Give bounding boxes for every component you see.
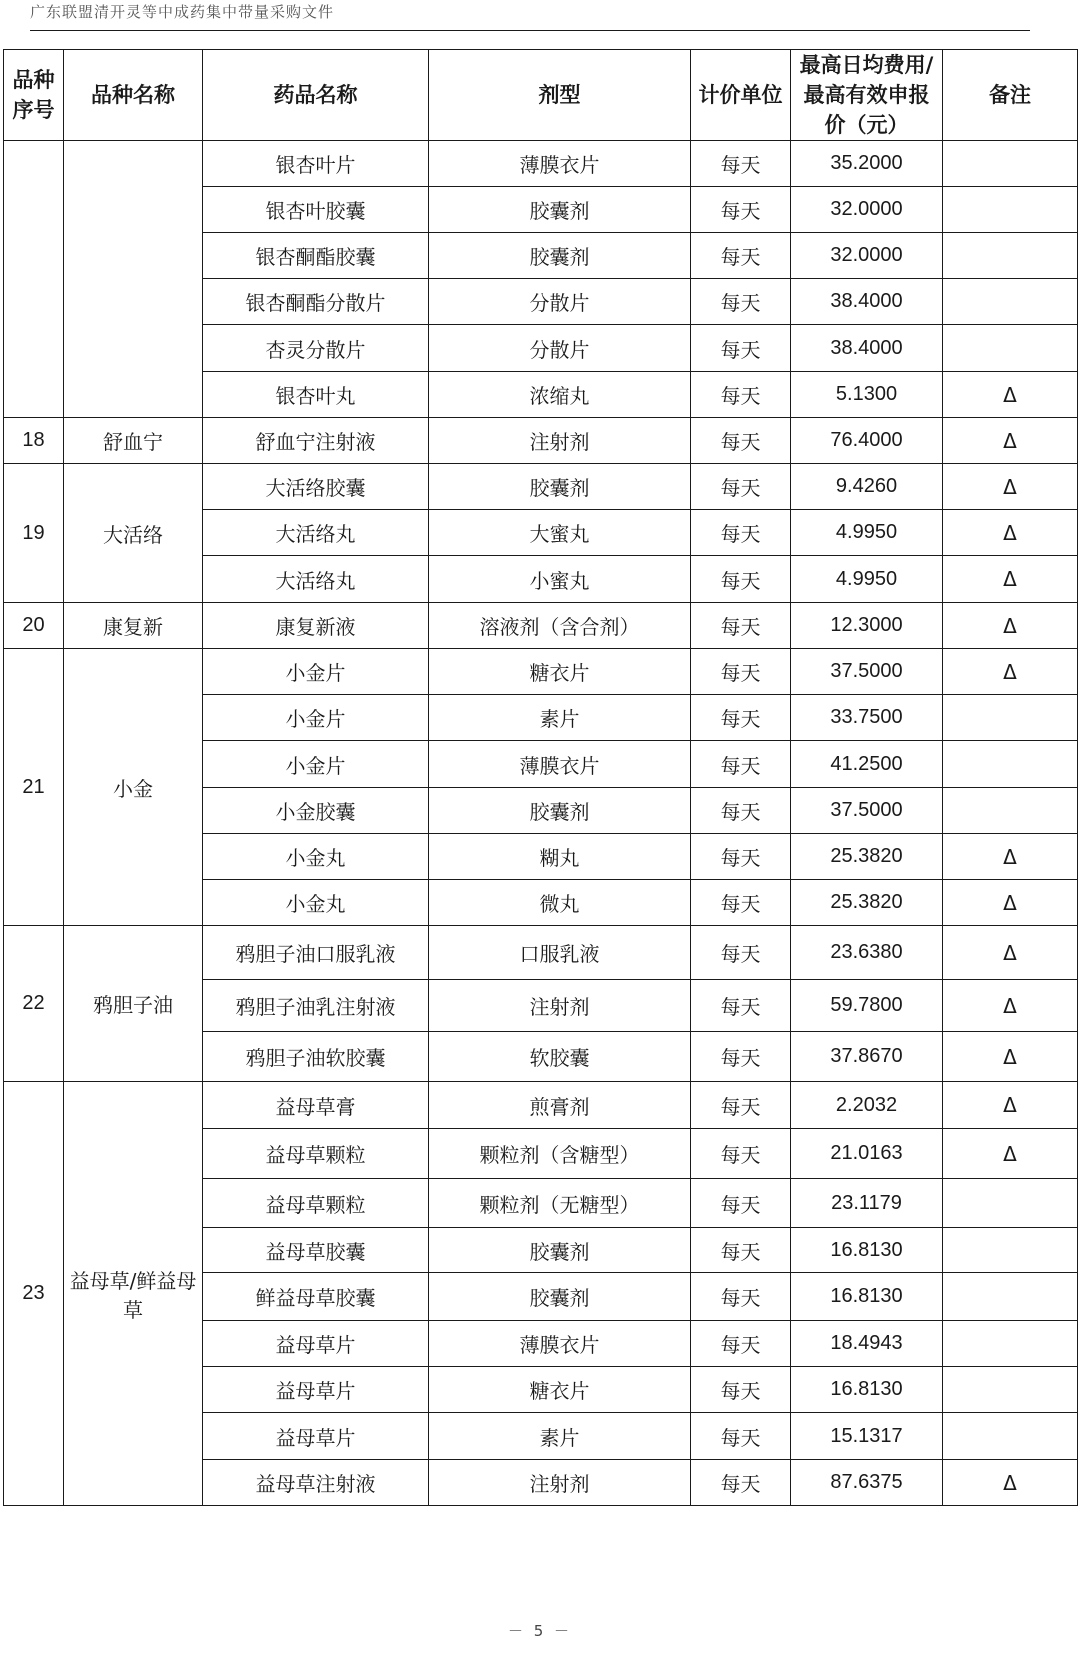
header-unit: 计价单位 xyxy=(691,50,791,141)
cell-note: Δ xyxy=(943,556,1078,603)
cell-drug: 康复新液 xyxy=(203,603,429,649)
cell-unit: 每天 xyxy=(691,603,791,649)
cell-price: 21.0163 xyxy=(791,1129,943,1179)
cell-note: Δ xyxy=(943,1082,1078,1129)
cell-drug: 大活络丸 xyxy=(203,556,429,603)
cell-form: 注射剂 xyxy=(429,1460,691,1506)
cell-price: 41.2500 xyxy=(791,741,943,788)
header-form: 剂型 xyxy=(429,50,691,141)
cell-drug: 鸦胆子油乳注射液 xyxy=(203,980,429,1032)
cell-price: 5.1300 xyxy=(791,372,943,418)
cell-drug: 小金片 xyxy=(203,741,429,788)
cell-note xyxy=(943,1228,1078,1273)
cell-price: 37.5000 xyxy=(791,649,943,695)
cell-variety: 小金 xyxy=(64,649,203,926)
cell-variety xyxy=(64,141,203,418)
price-table xyxy=(3,49,1078,1506)
cell-drug: 益母草颗粒 xyxy=(203,1129,429,1179)
cell-form: 微丸 xyxy=(429,880,691,926)
cell-price: 16.8130 xyxy=(791,1367,943,1413)
cell-drug: 益母草注射液 xyxy=(203,1460,429,1506)
cell-price: 32.0000 xyxy=(791,187,943,233)
cell-drug: 银杏酮酯分散片 xyxy=(203,279,429,325)
cell-variety: 大活络 xyxy=(64,464,203,603)
cell-form: 薄膜衣片 xyxy=(429,141,691,187)
cell-note xyxy=(943,1413,1078,1460)
cell-unit: 每天 xyxy=(691,418,791,464)
cell-unit: 每天 xyxy=(691,1460,791,1506)
cell-variety: 康复新 xyxy=(64,603,203,649)
cell-note: Δ xyxy=(943,372,1078,418)
page-number: － 5 － xyxy=(507,1622,573,1640)
cell-variety: 鸦胆子油 xyxy=(64,926,203,1082)
cell-seq: 18 xyxy=(4,418,64,464)
table-row xyxy=(4,649,1078,695)
cell-unit: 每天 xyxy=(691,834,791,880)
cell-price: 4.9950 xyxy=(791,510,943,556)
cell-form: 颗粒剂（含糖型） xyxy=(429,1129,691,1179)
cell-price: 16.8130 xyxy=(791,1228,943,1273)
cell-unit: 每天 xyxy=(691,880,791,926)
cell-price: 87.6375 xyxy=(791,1460,943,1506)
cell-form: 糊丸 xyxy=(429,834,691,880)
table-row xyxy=(4,926,1078,980)
cell-form: 素片 xyxy=(429,695,691,741)
table-row xyxy=(4,603,1078,649)
cell-note xyxy=(943,1179,1078,1228)
cell-price: 25.3820 xyxy=(791,880,943,926)
cell-note: Δ xyxy=(943,926,1078,980)
cell-form: 口服乳液 xyxy=(429,926,691,980)
cell-unit: 每天 xyxy=(691,279,791,325)
cell-unit: 每天 xyxy=(691,649,791,695)
cell-unit: 每天 xyxy=(691,372,791,418)
cell-price: 12.3000 xyxy=(791,603,943,649)
header-variety: 品种名称 xyxy=(64,50,203,141)
table-row xyxy=(4,141,1078,187)
cell-note: Δ xyxy=(943,603,1078,649)
cell-form: 分散片 xyxy=(429,325,691,372)
cell-price: 18.4943 xyxy=(791,1321,943,1367)
cell-form: 胶囊剂 xyxy=(429,788,691,834)
cell-price: 2.2032 xyxy=(791,1082,943,1129)
cell-seq: 19 xyxy=(4,464,64,603)
cell-note: Δ xyxy=(943,418,1078,464)
cell-form: 大蜜丸 xyxy=(429,510,691,556)
cell-form: 糖衣片 xyxy=(429,1367,691,1413)
cell-unit: 每天 xyxy=(691,1032,791,1082)
cell-form: 注射剂 xyxy=(429,418,691,464)
cell-note xyxy=(943,325,1078,372)
cell-drug: 益母草片 xyxy=(203,1413,429,1460)
cell-seq: 20 xyxy=(4,603,64,649)
cell-unit: 每天 xyxy=(691,1321,791,1367)
cell-form: 胶囊剂 xyxy=(429,233,691,279)
cell-price: 35.2000 xyxy=(791,141,943,187)
header-drug: 药品名称 xyxy=(203,50,429,141)
table-row xyxy=(4,418,1078,464)
cell-unit: 每天 xyxy=(691,556,791,603)
cell-note: Δ xyxy=(943,980,1078,1032)
table-row xyxy=(4,1082,1078,1129)
cell-price: 9.4260 xyxy=(791,464,943,510)
cell-unit: 每天 xyxy=(691,980,791,1032)
cell-note xyxy=(943,788,1078,834)
cell-note: Δ xyxy=(943,1129,1078,1179)
cell-price: 38.4000 xyxy=(791,279,943,325)
cell-drug: 益母草胶囊 xyxy=(203,1228,429,1273)
cell-unit: 每天 xyxy=(691,187,791,233)
cell-price: 16.8130 xyxy=(791,1273,943,1321)
cell-form: 煎膏剂 xyxy=(429,1082,691,1129)
cell-variety: 舒血宁 xyxy=(64,418,203,464)
cell-unit: 每天 xyxy=(691,1129,791,1179)
cell-unit: 每天 xyxy=(691,1082,791,1129)
cell-unit: 每天 xyxy=(691,464,791,510)
cell-note: Δ xyxy=(943,880,1078,926)
header-seq: 品种序号 xyxy=(4,50,64,141)
cell-drug: 益母草颗粒 xyxy=(203,1179,429,1228)
cell-seq xyxy=(4,141,64,418)
cell-note: Δ xyxy=(943,1032,1078,1082)
cell-unit: 每天 xyxy=(691,788,791,834)
cell-drug: 银杏叶丸 xyxy=(203,372,429,418)
cell-form: 胶囊剂 xyxy=(429,1273,691,1321)
cell-price: 76.4000 xyxy=(791,418,943,464)
cell-form: 素片 xyxy=(429,1413,691,1460)
cell-unit: 每天 xyxy=(691,926,791,980)
cell-price: 23.1179 xyxy=(791,1179,943,1228)
cell-price: 33.7500 xyxy=(791,695,943,741)
cell-price: 37.8670 xyxy=(791,1032,943,1082)
cell-note: Δ xyxy=(943,1460,1078,1506)
table-header-row xyxy=(4,50,1078,141)
header-divider xyxy=(30,30,1030,31)
cell-unit: 每天 xyxy=(691,695,791,741)
cell-form: 胶囊剂 xyxy=(429,187,691,233)
cell-price: 37.5000 xyxy=(791,788,943,834)
cell-price: 38.4000 xyxy=(791,325,943,372)
cell-form: 小蜜丸 xyxy=(429,556,691,603)
cell-form: 浓缩丸 xyxy=(429,372,691,418)
cell-form: 注射剂 xyxy=(429,980,691,1032)
cell-note: Δ xyxy=(943,510,1078,556)
cell-note: Δ xyxy=(943,464,1078,510)
cell-drug: 大活络丸 xyxy=(203,510,429,556)
cell-note xyxy=(943,741,1078,788)
cell-drug: 鸦胆子油软胶囊 xyxy=(203,1032,429,1082)
cell-note xyxy=(943,1321,1078,1367)
cell-variety: 益母草/鲜益母草 xyxy=(64,1082,203,1506)
cell-unit: 每天 xyxy=(691,233,791,279)
cell-form: 软胶囊 xyxy=(429,1032,691,1082)
cell-seq: 22 xyxy=(4,926,64,1082)
cell-drug: 小金片 xyxy=(203,649,429,695)
cell-seq: 21 xyxy=(4,649,64,926)
cell-drug: 小金片 xyxy=(203,695,429,741)
cell-form: 糖衣片 xyxy=(429,649,691,695)
cell-unit: 每天 xyxy=(691,510,791,556)
cell-form: 胶囊剂 xyxy=(429,464,691,510)
table-body xyxy=(4,141,1078,1506)
cell-form: 胶囊剂 xyxy=(429,1228,691,1273)
cell-note xyxy=(943,279,1078,325)
cell-drug: 鸦胆子油口服乳液 xyxy=(203,926,429,980)
cell-drug: 银杏酮酯胶囊 xyxy=(203,233,429,279)
cell-drug: 大活络胶囊 xyxy=(203,464,429,510)
cell-form: 溶液剂（含合剂） xyxy=(429,603,691,649)
cell-form: 分散片 xyxy=(429,279,691,325)
cell-price: 25.3820 xyxy=(791,834,943,880)
cell-unit: 每天 xyxy=(691,325,791,372)
cell-price: 23.6380 xyxy=(791,926,943,980)
cell-drug: 鲜益母草胶囊 xyxy=(203,1273,429,1321)
cell-note xyxy=(943,1273,1078,1321)
header-price: 最高日均费用/最高有效申报价（元） xyxy=(791,50,943,141)
cell-price: 4.9950 xyxy=(791,556,943,603)
cell-drug: 银杏叶胶囊 xyxy=(203,187,429,233)
cell-unit: 每天 xyxy=(691,141,791,187)
cell-note xyxy=(943,233,1078,279)
table-row xyxy=(4,464,1078,510)
cell-note xyxy=(943,141,1078,187)
cell-drug: 杏灵分散片 xyxy=(203,325,429,372)
cell-price: 15.1317 xyxy=(791,1413,943,1460)
cell-unit: 每天 xyxy=(691,1273,791,1321)
cell-price: 32.0000 xyxy=(791,233,943,279)
cell-form: 颗粒剂（无糖型） xyxy=(429,1179,691,1228)
document-header: 广东联盟清开灵等中成药集中带量采购文件 xyxy=(30,3,335,21)
cell-seq: 23 xyxy=(4,1082,64,1506)
cell-unit: 每天 xyxy=(691,1367,791,1413)
cell-note: Δ xyxy=(943,649,1078,695)
cell-drug: 小金胶囊 xyxy=(203,788,429,834)
cell-note xyxy=(943,187,1078,233)
cell-drug: 益母草膏 xyxy=(203,1082,429,1129)
cell-note xyxy=(943,1367,1078,1413)
cell-drug: 舒血宁注射液 xyxy=(203,418,429,464)
header-note: 备注 xyxy=(943,50,1078,141)
cell-drug: 益母草片 xyxy=(203,1321,429,1367)
cell-drug: 小金丸 xyxy=(203,834,429,880)
cell-drug: 银杏叶片 xyxy=(203,141,429,187)
cell-price: 59.7800 xyxy=(791,980,943,1032)
cell-unit: 每天 xyxy=(691,741,791,788)
cell-note: Δ xyxy=(943,834,1078,880)
cell-unit: 每天 xyxy=(691,1413,791,1460)
cell-drug: 益母草片 xyxy=(203,1367,429,1413)
cell-form: 薄膜衣片 xyxy=(429,1321,691,1367)
cell-form: 薄膜衣片 xyxy=(429,741,691,788)
cell-note xyxy=(943,695,1078,741)
cell-drug: 小金丸 xyxy=(203,880,429,926)
cell-unit: 每天 xyxy=(691,1179,791,1228)
cell-unit: 每天 xyxy=(691,1228,791,1273)
